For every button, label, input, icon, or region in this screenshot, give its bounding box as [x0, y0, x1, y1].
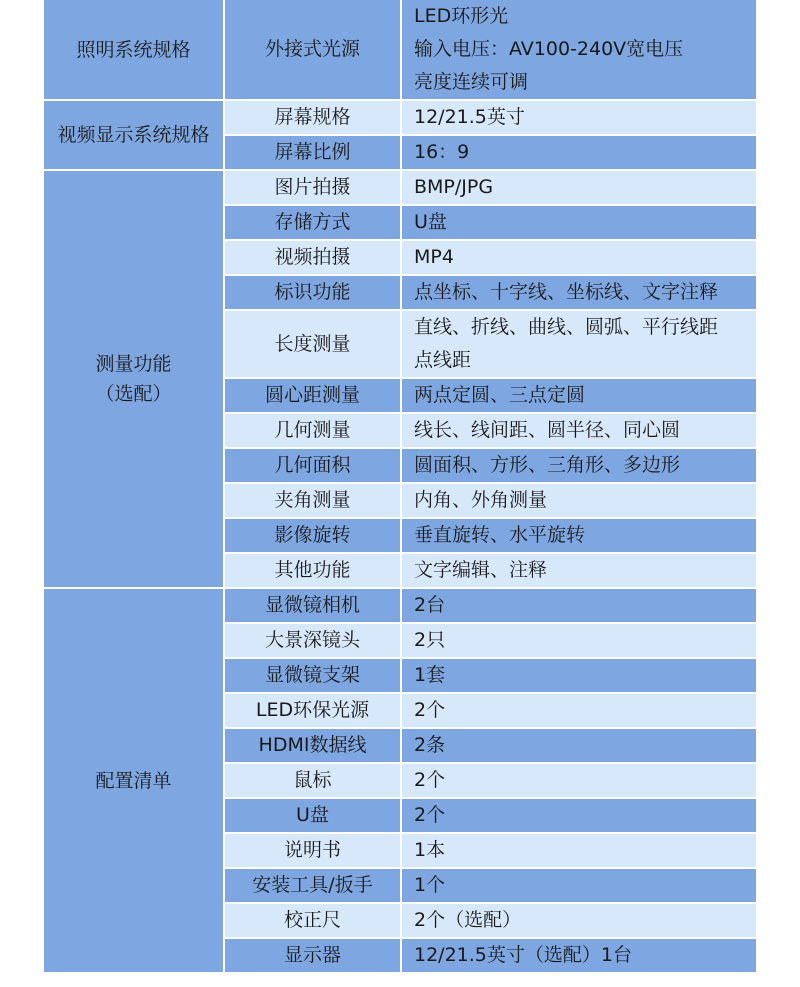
spec-value-line: 1个: [414, 874, 446, 896]
spec-value-line: U盘: [414, 211, 447, 233]
category-note: （选配）: [95, 383, 172, 405]
spec-value-line: 圆面积、方形、三角形、多边形: [414, 454, 681, 476]
spec-item-label: 标识功能: [224, 275, 401, 310]
category-cell: [44, 100, 224, 170]
spec-item-label: 大景深镜头: [224, 623, 401, 658]
spec-item-label: 影像旋转: [224, 518, 401, 553]
spec-value-line: 2个（选配）: [414, 909, 522, 931]
spec-item-label: 外接式光源: [224, 0, 401, 100]
spec-value-line: 亮度连续可调: [414, 71, 529, 93]
spec-value-line: 1本: [414, 839, 446, 861]
spec-value-cell: [401, 693, 756, 728]
spec-item-label: 几何面积: [224, 448, 401, 483]
spec-value-cell: [401, 413, 756, 448]
spec-value-cell: [401, 378, 756, 413]
spec-value-cell: [401, 448, 756, 483]
category-cell: [44, 0, 224, 100]
spec-value-line: 垂直旋转、水平旋转: [414, 524, 586, 546]
spec-value-line: 2条: [414, 734, 446, 756]
spec-item-label: 夹角测量: [224, 483, 401, 518]
spec-table: [44, 0, 756, 974]
spec-item-label: 说明书: [224, 833, 401, 868]
spec-value-cell: [401, 553, 756, 588]
spec-value-cell: [401, 135, 756, 170]
spec-value-line: 2个: [414, 804, 446, 826]
spec-item-label: HDMI数据线: [224, 728, 401, 763]
spec-item-label: 屏幕规格: [224, 100, 401, 135]
category-label: 测量功能: [95, 353, 172, 375]
spec-value-cell: [401, 588, 756, 623]
spec-item-label: 其他功能: [224, 553, 401, 588]
spec-item-label: 圆心距测量: [224, 378, 401, 413]
spec-value-cell: [401, 903, 756, 938]
spec-value-cell: [401, 240, 756, 275]
spec-value-line: 文字编辑、注释: [414, 559, 548, 581]
spec-value-cell: [401, 658, 756, 693]
spec-value-line: MP4: [414, 246, 454, 268]
spec-value-cell: [401, 0, 756, 100]
spec-item-label: 校正尺: [224, 903, 401, 938]
spec-value-cell: [401, 623, 756, 658]
table-row: [44, 0, 756, 100]
spec-value-line: 点坐标、十字线、坐标线、文字注释: [414, 281, 719, 303]
spec-value-line: 直线、折线、曲线、圆弧、平行线距: [414, 316, 719, 338]
spec-value-cell: [401, 763, 756, 798]
table-row: [44, 588, 756, 623]
spec-item-label: 显示器: [224, 938, 401, 973]
spec-item-label: 图片拍摄: [224, 170, 401, 205]
spec-value-line: 2个: [414, 769, 446, 791]
spec-value-line: 12/21.5英寸（选配）1台: [414, 944, 632, 966]
table-row: [44, 100, 756, 135]
spec-value-cell: [401, 518, 756, 553]
category-label: 照明系统规格: [76, 38, 191, 61]
spec-value-cell: [401, 310, 756, 378]
category-label: 视频显示系统规格: [57, 124, 210, 146]
spec-item-label: LED环保光源: [224, 693, 401, 728]
spec-value-line: 点线距: [414, 349, 472, 371]
spec-item-label: 长度测量: [224, 310, 401, 378]
spec-item-label: 安装工具/扳手: [224, 868, 401, 903]
spec-value-line: 线长、线间距、圆半径、同心圆: [414, 419, 681, 441]
spec-item-label: 显微镜相机: [224, 588, 401, 623]
spec-value-cell: [401, 170, 756, 205]
spec-item-label: 视频拍摄: [224, 240, 401, 275]
spec-value-cell: [401, 728, 756, 763]
spec-item-label: U盘: [224, 798, 401, 833]
spec-item-label: 鼠标: [224, 763, 401, 798]
spec-value-line: LED环形光: [414, 5, 509, 27]
spec-item-label: 屏幕比例: [224, 135, 401, 170]
category-label: 配置清单: [95, 769, 172, 792]
spec-value-line: BMP/JPG: [414, 176, 494, 198]
spec-value-cell: [401, 205, 756, 240]
spec-value-line: 16：9: [414, 141, 470, 163]
spec-item-label: 显微镜支架: [224, 658, 401, 693]
spec-value-line: 输入电压：AV100-240V宽电压: [414, 38, 684, 60]
spec-value-line: 12/21.5英寸: [414, 106, 525, 128]
spec-value-line: 2只: [414, 629, 446, 651]
spec-value-cell: [401, 275, 756, 310]
spec-item-label: 存储方式: [224, 205, 401, 240]
table-row: [44, 170, 756, 205]
spec-value-cell: [401, 798, 756, 833]
spec-value-line: 两点定圆、三点定圆: [414, 384, 586, 406]
spec-value-line: 内角、外角测量: [414, 489, 548, 511]
spec-value-cell: [401, 833, 756, 868]
category-cell: [44, 588, 224, 973]
spec-item-label: 几何测量: [224, 413, 401, 448]
spec-table-body: [44, 0, 756, 973]
spec-value-cell: [401, 483, 756, 518]
spec-value-cell: [401, 938, 756, 973]
spec-value-cell: [401, 868, 756, 903]
spec-value-cell: [401, 100, 756, 135]
spec-value-line: 2个: [414, 699, 446, 721]
category-cell: [44, 170, 224, 588]
spec-value-line: 2台: [414, 594, 446, 616]
spec-value-line: 1套: [414, 664, 446, 686]
